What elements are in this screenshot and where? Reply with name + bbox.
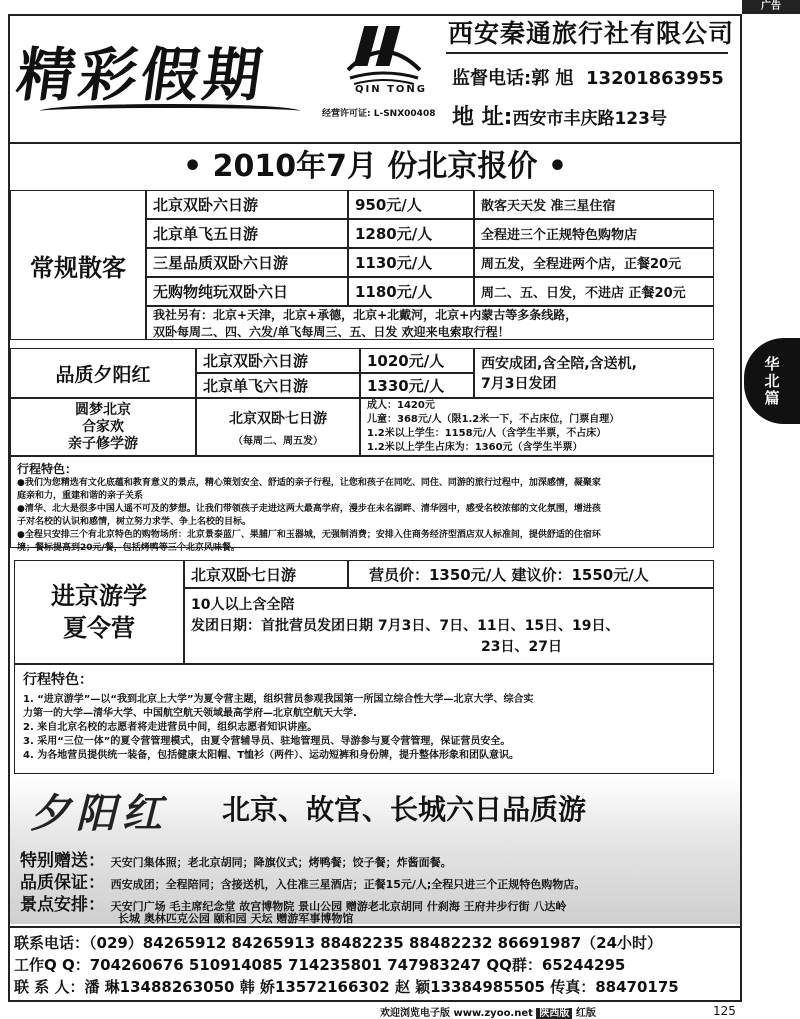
study-features-title: 行程特色： <box>23 672 93 688</box>
spots-line1: 天安门广场 毛主席纪念堂 故宫博物院 景山公园 赠游老北京胡同 什刹海 王府井步行街 八达岭 <box>110 900 567 913</box>
study-feature-2: 力第一的大学—清华大学、中国航空航天领域最高学府—北京航空航天大学. <box>23 708 357 719</box>
study-line1: 10人以上含全陪 <box>191 596 295 613</box>
sunset-title-cell <box>10 348 196 398</box>
family-title-line3: 亲子修学游 <box>68 435 138 452</box>
study-line3: 23日、27日 <box>481 638 562 655</box>
brand-title: 精彩假期 <box>12 41 271 109</box>
study-features <box>14 664 714 774</box>
study-detail <box>184 588 714 664</box>
regular-route-3: 三星品质双卧六日游 <box>146 248 348 277</box>
study-title-cell <box>14 560 184 664</box>
family-title-line2: 合家欢 <box>82 418 124 435</box>
sunset-note-line2: 7月3日发团 <box>481 376 557 392</box>
family-feature-1: ●我们为您精选有文化底蕴和教育意义的景点，精心策划安全、舒适的亲子行程，让您和孩子在同吃、同住、同游的旅行过程中，加深感情，凝聚家 <box>17 478 601 488</box>
family-price-cell <box>360 398 714 456</box>
family-feature-2: 庭亲和力，重建和谐的亲子关系 <box>17 491 144 501</box>
hotline-number: 13201863955 <box>586 68 724 89</box>
headline: • 2010年7月 份北京报价 • <box>182 149 568 184</box>
family-feature-3: ●清华、北大是很多中国人遥不可及的梦想。让我们带领孩子走进这两大最高学府，漫步在未名湖畔、清华园中，感受名校浓郁的文化氛围，增进孩 <box>17 504 601 514</box>
study-feature-3: 2. 来自北京名校的志愿者将走进营员中间，组织志愿者知识讲座。 <box>23 722 318 733</box>
regular-title: 常规散客 <box>30 253 126 282</box>
sunset-price-2: 1330元/人 <box>360 373 474 398</box>
hotline-label: 监督电话: <box>452 68 532 89</box>
family-price-1: 成人：1420元 <box>367 400 435 411</box>
family-feature-5: ●全程只安排三个有北京特色的购物场所：北京景泰蓝厂、果脯厂和玉器城，无强制消费；安排入住商务经济型酒店双人标准间，提供舒适的住宿环 <box>17 530 601 540</box>
contact-phones: 联系电话：（029）84265912 84265913 88482235 88482232 86691987（24小时） <box>14 934 663 952</box>
footer-region: 陕西版 <box>536 1008 572 1019</box>
quality-text: 西安成团；全程陪同；含接送机，入住准三星酒店；正餐15元/人;全程只进三个正规特色购物店。 <box>110 878 586 891</box>
regular-extra-line1: 我社另有：北京+天津，北京+承德，北京+北戴河，北京+内蒙古等多条线路， <box>153 308 578 322</box>
company-underline <box>446 52 728 54</box>
logo-text: QIN TONG <box>355 84 427 95</box>
regular-note-1: 散客天天发 准三星住宿 <box>474 190 714 219</box>
contact-qq: 工作Q Q：704260676 510914085 714235801 747983247 QQ群：65244295 <box>14 956 626 974</box>
family-title-cell <box>10 398 196 456</box>
study-feature-4: 3. 采用“三位一体”的夏令营管理模式，由夏令营辅导员、驻地管理员、导游参与夏令营管理，保证营员安全。 <box>23 736 511 747</box>
regular-title-cell <box>10 190 146 340</box>
spots-line2: 长城 奥林匹克公园 颐和园 天坛 赠游军事博物馆 <box>118 912 354 925</box>
sunset-note-line1: 西安成团,含全陪,含送机, <box>481 356 637 372</box>
family-features-title: 行程特色： <box>17 462 78 476</box>
hotline <box>452 64 724 90</box>
brand-swoosh-decoration <box>40 104 300 118</box>
gift-label: 特别赠送： <box>20 851 105 871</box>
regular-price-4: 1180元/人 <box>348 277 474 306</box>
family-title-line1: 圆梦北京 <box>75 401 131 418</box>
family-route: 北京双卧七日游 <box>229 410 327 427</box>
license-number: 经营许可证: L-SNX00408 <box>322 109 436 119</box>
regular-price-1: 950元/人 <box>348 190 474 219</box>
family-feature-4: 子对名校的认识和感情，树立努力求学、争上名校的目标。 <box>17 517 252 527</box>
regular-route-2: 北京单飞五日游 <box>146 219 348 248</box>
regular-note-3: 周五发，全程进两个店，正餐20元 <box>474 248 714 277</box>
gift-text: 天安门集体照；老北京胡同；降旗仪式；烤鸭餐；饺子餐；炸酱面餐。 <box>110 856 452 869</box>
footer-text: 欢迎浏览电子版 www.zyoo.net <box>380 1008 533 1019</box>
footer <box>380 1004 596 1019</box>
address-value: 西安市丰庆路123号 <box>512 109 667 129</box>
regular-note-4: 周二、五、日发，不进店 正餐20元 <box>474 277 714 306</box>
region-tab <box>744 338 800 424</box>
sunset-note <box>474 348 714 398</box>
address <box>452 100 667 131</box>
study-line2: 发团日期：首批营员发团日期 7月3日、7日、11日、15日、19日、 <box>191 617 620 634</box>
family-price-3: 1.2米以上学生：1158元/人（含学生半票，不占床） <box>367 428 607 439</box>
sunset-route-2: 北京单飞六日游 <box>196 373 360 398</box>
regular-note-2: 全程进三个正规特色购物店 <box>474 219 714 248</box>
company-name: 西安秦通旅行社有限公司 <box>448 19 735 48</box>
sunset-route-1: 北京双卧六日游 <box>196 348 360 373</box>
study-feature-5: 4. 为各地营员提供统一装备，包括健康太阳帽、T恤衫（两件）、运动短裤和身份牌，提升整体形象和团队意识。 <box>23 750 520 761</box>
family-features <box>10 456 714 553</box>
regular-route-1: 北京双卧六日游 <box>146 190 348 219</box>
contacts-divider <box>10 926 740 928</box>
quality-label: 品质保证： <box>20 873 105 893</box>
footer-edition: 红版 <box>575 1008 596 1019</box>
family-feature-6: 境；餐标提高到20元/餐，包括烤鸭等三个北京风味餐。 <box>17 543 240 553</box>
contact-people: 联 系 人：潘 琳13488263050 韩 娇13572166302 赵 颖13384985505 传真：88470175 <box>14 978 679 996</box>
study-title-line1: 进京游学 <box>51 582 147 610</box>
address-label: 地 址: <box>452 105 513 130</box>
page-number: 125 <box>713 1004 736 1018</box>
region-tab-label: 华北篇 <box>762 355 781 407</box>
family-route-cell <box>196 398 360 456</box>
study-route: 北京双卧七日游 <box>184 560 348 588</box>
family-price-4: 1.2米以上学生占床为：1360元（含学生半票） <box>367 442 583 453</box>
banner-title: 北京、故宫、长城六日品质游 <box>222 793 587 826</box>
study-feature-1: 1. “进京游学”—以“我到北京上大学”为夏令营主题，组织营员参观我国第一所国立综合性大学—北京大学、综合实 <box>23 694 534 705</box>
study-title-line2: 夏令营 <box>63 614 135 642</box>
regular-price-2: 1280元/人 <box>348 219 474 248</box>
regular-route-4: 无购物纯玩双卧六日 <box>146 277 348 306</box>
regular-price-3: 1130元/人 <box>348 248 474 277</box>
family-route-sub: （每周二、周五发） <box>233 435 323 447</box>
ad-tag: 广告 <box>742 0 800 14</box>
sunset-title: 品质夕阳红 <box>55 363 151 386</box>
regular-extra-line2: 双卧每周二、四、六发/单飞每周三、五、日发 欢迎来电索取行程！ <box>153 325 510 339</box>
hotline-name: 郭 旭 <box>531 68 574 89</box>
family-price-2: 儿童：368元/人（限1.2米一下，不占床位，门票自理） <box>367 414 620 425</box>
spots-label: 景点安排： <box>20 895 105 915</box>
regular-extra <box>146 306 714 340</box>
study-price: 营员价：1350元/人 建议价：1550元/人 <box>348 560 714 588</box>
sunset-calligraphy: 夕阳红 <box>30 790 168 837</box>
sunset-price-1: 1020元/人 <box>360 348 474 373</box>
